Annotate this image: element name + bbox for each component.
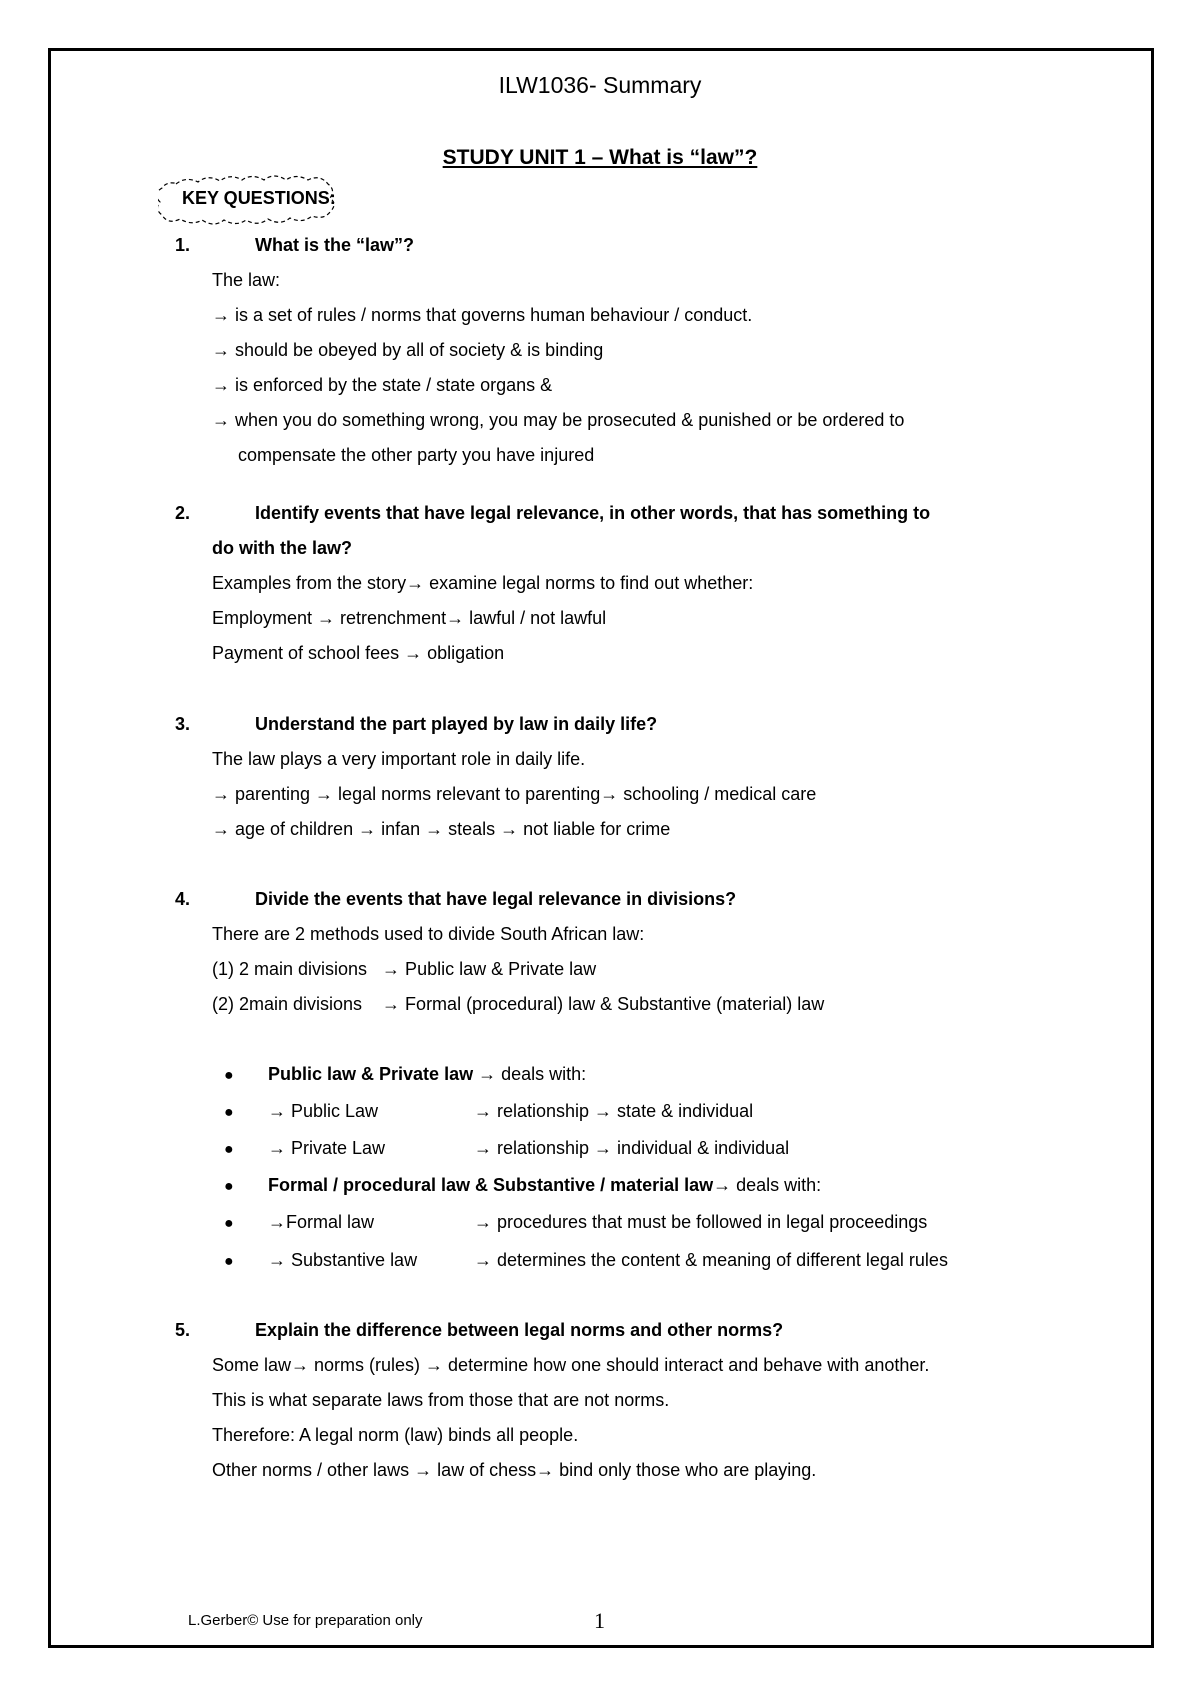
answer-line: → is a set of rules / norms that governs human behaviour / conduct. bbox=[212, 305, 753, 325]
page-number: 1 bbox=[594, 1608, 605, 1633]
answer-line: → age of children → infan → steals → not liable for crime bbox=[212, 819, 671, 839]
answer-line: Therefore: A legal norm (law) binds all people. bbox=[212, 1425, 579, 1445]
bullet-item bbox=[268, 1057, 586, 1092]
bullet-bold-text: Public law & Private law bbox=[268, 1064, 474, 1084]
answer-line: Payment of school fees → obligation bbox=[212, 643, 505, 663]
question-number: 1. bbox=[175, 235, 191, 255]
bullet-item-term: → Public Law bbox=[268, 1101, 379, 1121]
document-title: ILW1036- Summary bbox=[498, 72, 702, 98]
question-title: What is the “law”? bbox=[255, 235, 415, 255]
question-number: 5. bbox=[175, 1320, 191, 1340]
bullet-item-term: → Substantive law bbox=[268, 1250, 418, 1270]
bullet-item bbox=[268, 1168, 821, 1203]
bullet-icon: ● bbox=[224, 1067, 234, 1084]
answer-line: Some law→ norms (rules) → determine how one should interact and behave with another. bbox=[212, 1355, 930, 1375]
key-questions-callout bbox=[158, 170, 368, 226]
answer-line: Examples from the story→ examine legal norms to find out whether: bbox=[212, 573, 754, 593]
answer-line: Other norms / other laws → law of chess→ bind only those who are playing. bbox=[212, 1460, 817, 1480]
question-title-continued: do with the law? bbox=[212, 538, 352, 558]
study-unit-title: STUDY UNIT 1 – What is “law”? bbox=[442, 146, 758, 169]
question-title: Explain the difference between legal norms and other norms? bbox=[255, 1320, 784, 1340]
question-number: 4. bbox=[175, 889, 191, 909]
answer-line: → when you do something wrong, you may be prosecuted & punished or be ordered to bbox=[212, 410, 905, 430]
bullet-text: → deals with: bbox=[713, 1175, 822, 1195]
answer-line: There are 2 methods used to divide South African law: bbox=[212, 924, 645, 944]
answer-line: → is enforced by the state / state organs & bbox=[212, 375, 553, 395]
answer-line: Employment → retrenchment→ lawful / not lawful bbox=[212, 608, 607, 628]
answer-line: This is what separate laws from those that are not norms. bbox=[212, 1390, 670, 1410]
answer-line: The law: bbox=[212, 270, 281, 290]
bullet-icon: ● bbox=[224, 1104, 234, 1121]
answer-line: The law plays a very important role in daily life. bbox=[212, 749, 586, 769]
bullet-icon: ● bbox=[224, 1178, 234, 1195]
question-title: Identify events that have legal relevance, in other words, that has something to bbox=[255, 503, 931, 523]
question-number: 3. bbox=[175, 714, 191, 734]
bullet-item-term: →Formal law bbox=[268, 1212, 375, 1232]
key-questions-label: KEY QUESTIONS: bbox=[182, 188, 336, 208]
bullet-item-definition: → determines the content & meaning of different legal rules bbox=[474, 1250, 948, 1270]
question-title: Divide the events that have legal relevance in divisions? bbox=[255, 889, 737, 909]
answer-line: (2) 2main divisions → Formal (procedural) law & Substantive (material) law bbox=[212, 994, 825, 1014]
footer-copyright-note: L.Gerber© Use for preparation only bbox=[188, 1612, 423, 1629]
bullet-icon: ● bbox=[224, 1141, 234, 1158]
answer-line: → should be obeyed by all of society & is binding bbox=[212, 340, 604, 360]
bullet-item-definition: → relationship → individual & individual bbox=[474, 1138, 790, 1158]
bullet-item-definition: → relationship → state & individual bbox=[474, 1101, 754, 1121]
bullet-item-term: → Private Law bbox=[268, 1138, 386, 1158]
question-number: 2. bbox=[175, 503, 191, 523]
bullet-text: → deals with: bbox=[473, 1064, 587, 1084]
bullet-bold-text: Formal / procedural law & Substantive / material law bbox=[268, 1175, 714, 1195]
answer-line: → parenting → legal norms relevant to parenting→ schooling / medical care bbox=[212, 784, 817, 804]
bullet-icon: ● bbox=[224, 1253, 234, 1270]
answer-line: compensate the other party you have injured bbox=[238, 445, 595, 465]
bullet-item-definition: → procedures that must be followed in legal proceedings bbox=[474, 1212, 928, 1232]
bullet-icon: ● bbox=[224, 1215, 234, 1232]
answer-line: (1) 2 main divisions → Public law & Private law bbox=[212, 959, 597, 979]
question-title: Understand the part played by law in daily life? bbox=[255, 714, 658, 734]
